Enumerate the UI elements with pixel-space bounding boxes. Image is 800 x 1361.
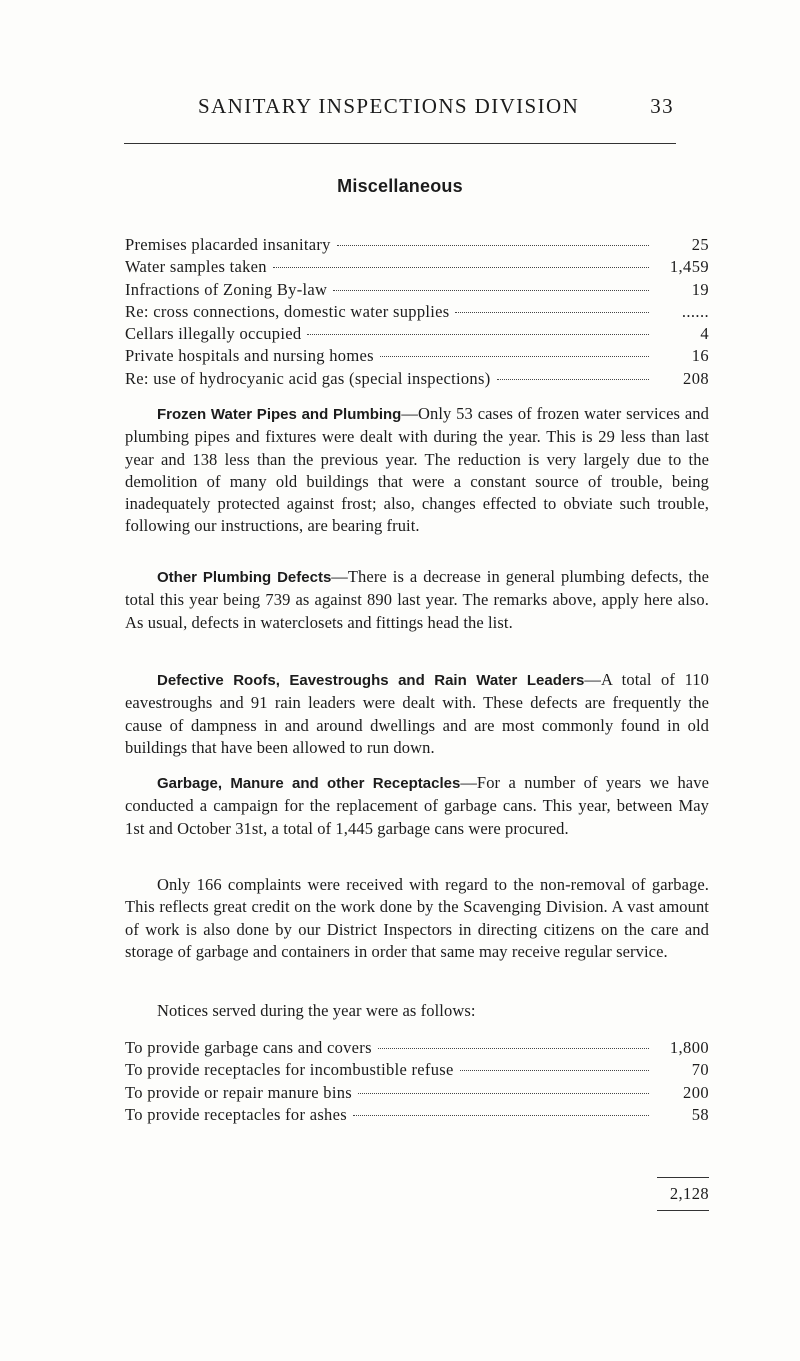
paragraph-heading: Other Plumbing Defects [157,569,332,586]
list-item [125,280,709,302]
notice-label: To provide receptacles for incombustible refuse [125,1060,454,1080]
paragraph-heading: Defective Roofs, Eavestroughs and Rain Water Leaders [157,672,585,689]
list-item [125,324,709,346]
notices-list [125,1038,709,1127]
paragraph-text: —Only 53 cases of frozen water services and plumbing pipes and fixtures were dealt with during the year. This is 29 less than last year and 138 less than the previous year. The reduction is very largely due to the demolition of many old buildings that were a constant source of trouble, being inadequately protected against frost; also, changes effected to obviate such trouble, following our instructions, are bearing fruit. [125,404,709,536]
notice-label: To provide garbage cans and covers [125,1038,372,1057]
list-item [125,1038,709,1060]
item-label: Infractions of Zoning By-law [125,279,328,299]
list-item [125,1105,709,1127]
dot-leader [460,1070,649,1071]
notice-value: 1,800 [669,1038,709,1057]
dot-leader [307,334,649,335]
list-item [125,1083,709,1105]
paragraph-plumbing-defects [125,566,709,634]
paragraph-complaints [125,874,709,963]
paragraph-text: —There is a decrease in general plumbing defects, the total this year being 739 as against 890 last year. The remarks above, apply here also. As usual, defects in waterclosets and fittings head the list. [125,567,709,632]
item-label: Water samples taken [125,257,267,277]
page-number: 33 [650,94,674,118]
notice-value: 200 [683,1082,709,1102]
notices-total: 2,128 [669,1184,709,1203]
dot-leader [378,1048,649,1049]
dot-leader [455,312,649,313]
list-item [125,302,709,324]
item-value: 25 [691,235,709,254]
notice-value: 58 [691,1104,709,1124]
running-title: SANITARY INSPECTIONS DIVISION [198,94,580,118]
item-value: 4 [700,324,709,344]
item-label: Re: cross connections, domestic water supplies [125,301,450,321]
notice-label: To provide or repair manure bins [125,1082,352,1102]
list-item [125,346,709,368]
header-rule [124,143,676,144]
dot-leader [353,1115,649,1116]
paragraph-text: —For a number of years we have conducted a campaign for the replacement of garbage cans. This year, between May 1st and October 31st, a total of 1,445 garbage cans were procured. [125,773,710,838]
paragraph-defective-roofs [125,669,709,759]
item-value: 1,459 [669,257,709,277]
item-value: 16 [691,346,709,366]
item-label: Premises placarded insanitary [125,235,331,254]
list-item [125,235,709,257]
dot-leader [380,356,649,357]
item-value: 19 [691,279,709,299]
section-title: Miscellaneous [337,176,463,196]
miscellaneous-list [125,235,709,391]
dot-leader [497,379,650,380]
paragraph-text: —A total of 110 eavestroughs and 91 rain leaders were dealt with. These defects are frequently the cause of dampness in and around dwellings and are most commonly found in old buildings that have been allowed to run down. [125,670,710,757]
list-item [125,257,709,279]
paragraph-heading: Garbage, Manure and other Receptacles [157,775,461,792]
paragraph-garbage-receptacles [125,772,709,840]
item-label: Private hospitals and nursing homes [125,346,374,366]
dot-leader [337,245,649,246]
dot-leader [273,267,649,268]
notices-intro [125,1000,709,1022]
dot-leader [358,1093,649,1094]
paragraph-frozen-pipes [125,403,709,538]
running-head [198,94,674,119]
paragraph-text: Notices served during the year were as follows: [157,1001,476,1020]
total-rule-bottom [657,1210,709,1211]
total-rule-top [657,1177,709,1178]
notice-value: 70 [691,1060,709,1080]
notice-label: To provide receptacles for ashes [125,1104,347,1124]
dot-leader [333,290,649,291]
paragraph-text: Only 166 complaints were received with regard to the non-removal of garbage. This reflects great credit on the work done by the Scavenging Division. A vast amount of work is also done by our District Inspectors in directing citizens on the care and storage of garbage and containers in order that same may receive regular service. [125,875,709,961]
item-value: 208 [683,368,709,388]
item-label: Re: use of hydrocyanic acid gas (special inspections) [125,368,491,388]
paragraph-heading: Frozen Water Pipes and Plumbing [157,406,402,423]
item-value: ...... [681,301,709,321]
list-item [125,369,709,391]
list-item [125,1060,709,1082]
item-label: Cellars illegally occupied [125,324,302,344]
